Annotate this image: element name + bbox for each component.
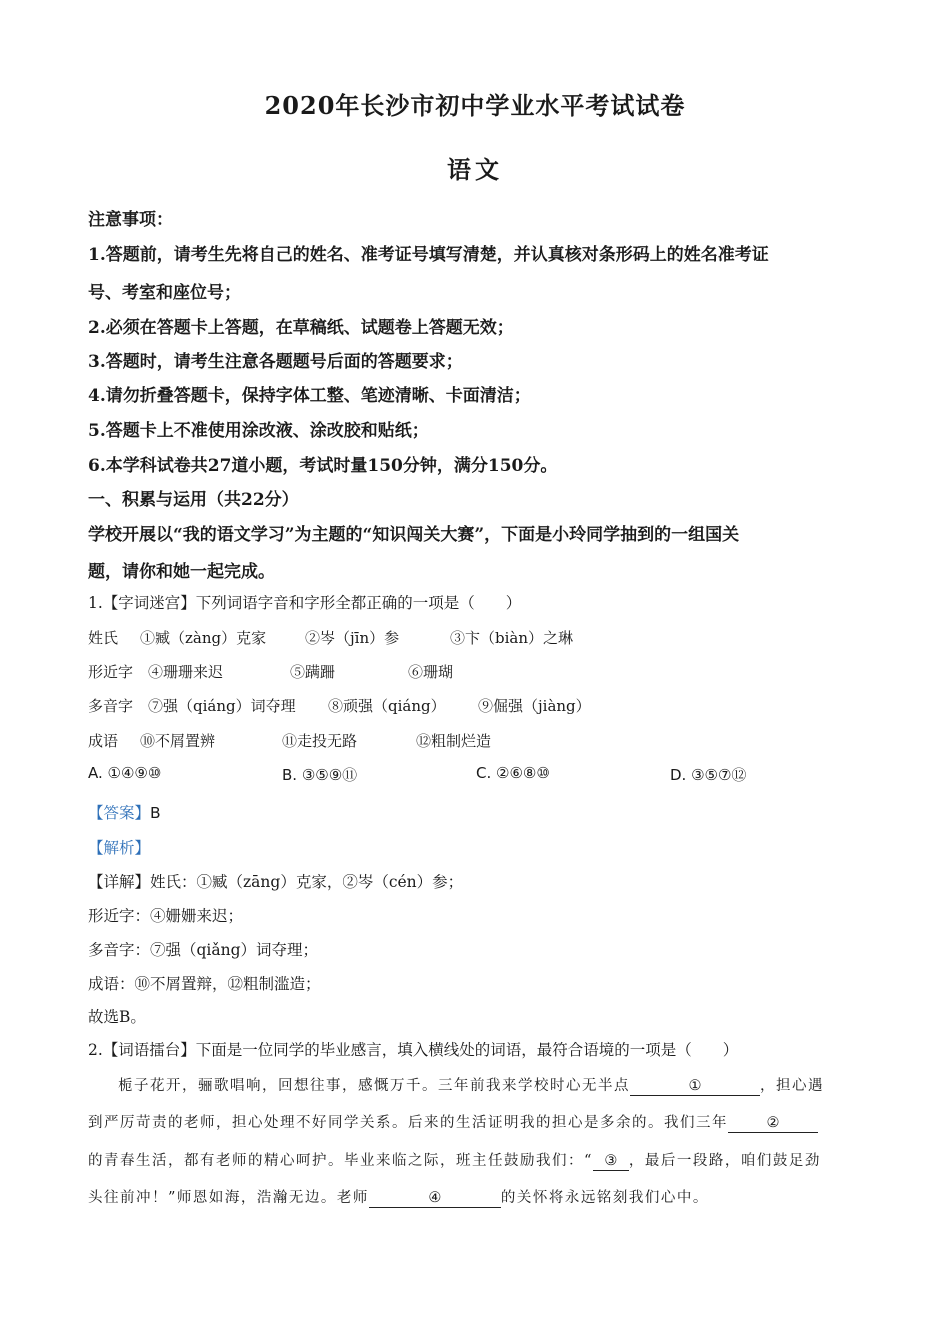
q1-row1-a: ①臧（zàng）克家 bbox=[140, 629, 267, 647]
passage-text: 头往前冲！”师恩如海，浩瀚无边。老师 bbox=[88, 1190, 369, 1206]
q1-row1-b: ②岑（jīn）参 bbox=[305, 629, 400, 647]
q1-detail: 【详解】姓氏：①臧（zāng）克家，②岑（cén）参； bbox=[88, 873, 464, 891]
section-heading: 一、积累与运用（共22分） bbox=[88, 490, 299, 510]
q1-detail-3: 多音字：⑦强（qiǎng）词夺理； bbox=[88, 941, 319, 959]
notice-item-1a: 1.答题前，请考生先将自己的姓名、准考证号填写清楚，并认真核对条形码上的姓名准考证 bbox=[88, 245, 769, 265]
blank-4: ④ bbox=[369, 1189, 501, 1208]
q2-passage-line-2 bbox=[88, 1111, 818, 1133]
q1-detail-4: 成语：⑩不屑置辩，⑫粗制滥造； bbox=[88, 975, 321, 993]
q1-row4-label: 成语 bbox=[88, 732, 119, 750]
q1-detail-2: 形近字：④姗姗来迟； bbox=[88, 907, 244, 925]
subject-title: 语文 bbox=[447, 155, 503, 184]
q1-row4-a: ⑩不屑置辨 bbox=[140, 732, 216, 750]
analysis-tag: 【解析】 bbox=[88, 839, 151, 857]
q1-option-a: A. ①④⑨⑩ bbox=[88, 764, 162, 782]
notice-item-5: 5.答题卡上不准使用涂改液、涂改胶和贴纸； bbox=[88, 421, 429, 441]
q1-row4-b: ⑪走投无路 bbox=[282, 732, 358, 750]
q1-answer-line bbox=[88, 801, 161, 823]
q1-detail-5: 故选B。 bbox=[88, 1008, 146, 1026]
notice-item-3: 3.答题时，请考生注意各题题号后面的答题要求； bbox=[88, 352, 463, 372]
q1-row2-a: ④珊珊来迟 bbox=[148, 663, 224, 681]
q1-row3-a: ⑦强（qiáng）词夺理 bbox=[148, 697, 296, 715]
q1-option-c: C. ②⑥⑧⑩ bbox=[476, 764, 550, 782]
passage-text: 的关怀将永远铭刻我们心中。 bbox=[500, 1190, 709, 1206]
passage-text: 的青春生活，都有老师的精心呵护。毕业来临之际，班主任鼓励我们：“ bbox=[88, 1153, 593, 1169]
q2-passage-line-4 bbox=[88, 1186, 709, 1208]
section-intro-a: 学校开展以“我的语文学习”为主题的“知识闯关大赛”，下面是小玲同学抽到的一组国关 bbox=[88, 525, 740, 545]
q1-row2-c: ⑥珊瑚 bbox=[408, 663, 454, 681]
passage-text: 栀子花开，骊歌唱响，回想往事，感慨万千。三年前我来学校时心无半点 bbox=[118, 1078, 630, 1094]
answer-value: B bbox=[150, 804, 161, 822]
blank-1: ① bbox=[630, 1077, 760, 1096]
q1-option-d: D. ③⑤⑦⑫ bbox=[670, 766, 747, 784]
exam-title: 2020年长沙市初中学业水平考试试卷 bbox=[264, 91, 686, 120]
q1-stem: 1.【字词迷宫】下列词语字音和字形全都正确的一项是（ ） bbox=[88, 594, 522, 612]
notice-item-2: 2.必须在答题卡上答题，在草稿纸、试题卷上答题无效； bbox=[88, 318, 514, 338]
q1-option-b: B. ③⑤⑨⑪ bbox=[282, 766, 358, 784]
q2-stem: 2.【词语擂台】下面是一位同学的毕业感言，填入横线处的词语，最符合语境的一项是（ ） bbox=[88, 1041, 739, 1059]
q1-row2-b: ⑤蹒跚 bbox=[290, 663, 336, 681]
q2-passage-line-1 bbox=[118, 1074, 824, 1096]
section-intro-b: 题，请你和她一起完成。 bbox=[88, 562, 275, 582]
q1-row4-c: ⑫粗制烂造 bbox=[416, 732, 492, 750]
blank-2: ② bbox=[728, 1114, 818, 1133]
q2-passage-line-3 bbox=[88, 1149, 821, 1171]
q1-row3-label: 多音字 bbox=[88, 697, 134, 715]
blank-3: ③ bbox=[593, 1152, 629, 1171]
answer-tag: 【答案】 bbox=[88, 804, 151, 822]
q1-row1-label: 姓氏 bbox=[88, 629, 119, 647]
q1-row1-c: ③卞（biàn）之琳 bbox=[450, 629, 574, 647]
passage-text: 到严厉苛责的老师，担心处理不好同学关系。后来的生活证明我的担心是多余的。我们三年 bbox=[88, 1115, 728, 1131]
notice-item-1b: 号、考室和座位号； bbox=[88, 283, 241, 303]
notice-item-4: 4.请勿折叠答题卡，保持字体工整、笔迹清晰、卡面清洁； bbox=[88, 386, 531, 406]
notice-heading: 注意事项： bbox=[88, 210, 173, 230]
q1-row3-b: ⑧顽强（qiáng） bbox=[328, 697, 446, 715]
passage-text: ，最后一段路，咱们鼓足劲 bbox=[628, 1153, 821, 1169]
passage-text: ，担心遇 bbox=[760, 1078, 824, 1094]
notice-item-6: 6.本学科试卷共27道小题，考试时量150分钟，满分150分。 bbox=[88, 456, 558, 476]
q1-row2-label: 形近字 bbox=[88, 663, 134, 681]
q1-row3-c: ⑨倔强（jiàng） bbox=[478, 697, 591, 715]
